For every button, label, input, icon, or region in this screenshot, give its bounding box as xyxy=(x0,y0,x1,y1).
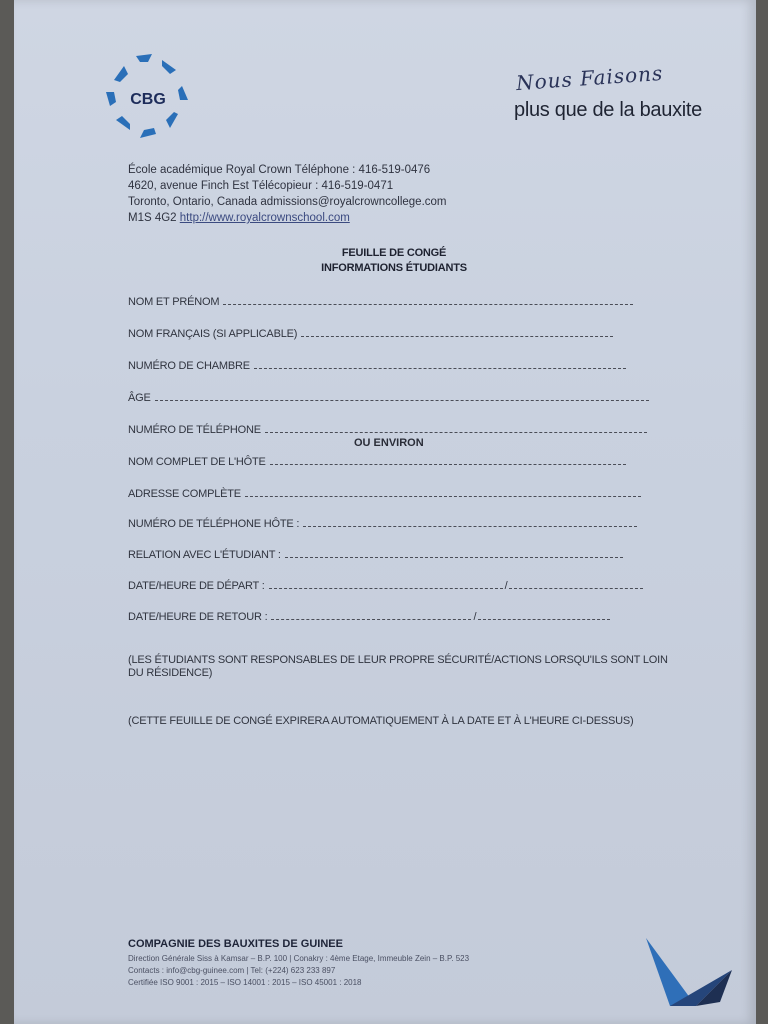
field-label: NOM ET PRÉNOM xyxy=(128,296,220,308)
field-numero-chambre xyxy=(128,356,626,372)
field-depart xyxy=(128,576,643,592)
school-address xyxy=(128,162,447,226)
footer-address: Direction Générale Siss à Kamsar – B.P. 100 | Conakry : 4ème Etage, Immeuble Zein – B.P. 523 xyxy=(128,954,470,963)
slogan: plus que de la bauxite xyxy=(514,99,702,121)
address-line-4 xyxy=(128,210,447,226)
field-line-date[interactable] xyxy=(269,588,503,589)
address-line-1: École académique Royal Crown Téléphone : 416-519-0476 xyxy=(128,164,431,176)
field-line[interactable] xyxy=(301,336,613,337)
field-label: NUMÉRO DE TÉLÉPHONE HÔTE : xyxy=(128,518,300,530)
document-page xyxy=(14,0,756,1024)
slogan-script: Nous Faisons xyxy=(515,60,665,96)
postal-code: M1S 4G2 xyxy=(128,212,177,224)
field-label: NOM FRANÇAIS (SI APPLICABLE) xyxy=(128,328,298,340)
form-title-line-2: INFORMATIONS ÉTUDIANTS xyxy=(321,262,467,274)
field-label: NUMÉRO DE TÉLÉPHONE xyxy=(128,424,261,436)
field-line[interactable] xyxy=(265,432,647,433)
field-line[interactable] xyxy=(270,464,626,465)
cbg-corner-graphic xyxy=(644,936,734,1010)
field-nom-prenom xyxy=(128,292,633,308)
address-line-3: Toronto, Ontario, Canada admissions@royalcrowncollege.com xyxy=(128,196,447,208)
field-line[interactable] xyxy=(285,557,623,558)
footer-certifications: Certifiée ISO 9001 : 2015 – ISO 14001 : 2015 – ISO 45001 : 2018 xyxy=(128,978,362,987)
field-label: ÂGE xyxy=(128,392,151,404)
slash: / xyxy=(504,580,508,592)
footer-company-name: COMPAGNIE DES BAUXITES DE GUINEE xyxy=(128,938,343,950)
field-line-time[interactable] xyxy=(478,619,610,620)
note-expiration: (CETTE FEUILLE DE CONGÉ EXPIRERA AUTOMATIQUEMENT À LA DATE ET À L'HEURE CI-DESSUS) xyxy=(128,715,634,727)
cbg-logo xyxy=(100,50,196,146)
field-line[interactable] xyxy=(303,526,637,527)
field-label: NUMÉRO DE CHAMBRE xyxy=(128,360,250,372)
school-website-link[interactable]: http://www.royalcrownschool.com xyxy=(179,212,350,224)
field-label: DATE/HEURE DE DÉPART : xyxy=(128,580,265,592)
field-retour xyxy=(128,607,610,623)
field-adresse xyxy=(128,484,641,500)
address-line-2: 4620, avenue Finch Est Télécopieur : 416-519-0471 xyxy=(128,180,394,192)
field-line-date[interactable] xyxy=(271,619,471,620)
slash: / xyxy=(473,611,477,623)
form-title xyxy=(254,246,534,276)
field-label: ADRESSE COMPLÈTE xyxy=(128,488,241,500)
field-line[interactable] xyxy=(245,496,641,497)
field-label: NOM COMPLET DE L'HÔTE xyxy=(128,456,266,468)
field-age xyxy=(128,388,649,404)
field-numero-telephone xyxy=(128,420,647,436)
field-nom-francais xyxy=(128,324,613,340)
ou-environ-label: OU ENVIRON xyxy=(354,437,424,449)
field-line[interactable] xyxy=(155,400,649,401)
field-line[interactable] xyxy=(223,304,633,305)
field-nom-hote xyxy=(128,452,626,468)
field-label: RELATION AVEC L'ÉTUDIANT : xyxy=(128,549,281,561)
field-line-time[interactable] xyxy=(509,588,643,589)
note-responsabilite: (LES ÉTUDIANTS SONT RESPONSABLES DE LEUR PROPRE SÉCURITÉ/ACTIONS LORSQU'ILS SONT LOIN DU RÉSIDENCE) xyxy=(128,654,668,679)
form-title-line-1: FEUILLE DE CONGÉ xyxy=(341,247,447,259)
field-telephone-hote xyxy=(128,514,637,530)
footer-contacts: Contacts : info@cbg-guinee.com | Tel: (+224) 623 233 897 xyxy=(128,966,336,975)
field-relation xyxy=(128,545,623,561)
field-line[interactable] xyxy=(254,368,626,369)
logo-text: CBG xyxy=(130,91,166,108)
field-label: DATE/HEURE DE RETOUR : xyxy=(128,611,268,623)
